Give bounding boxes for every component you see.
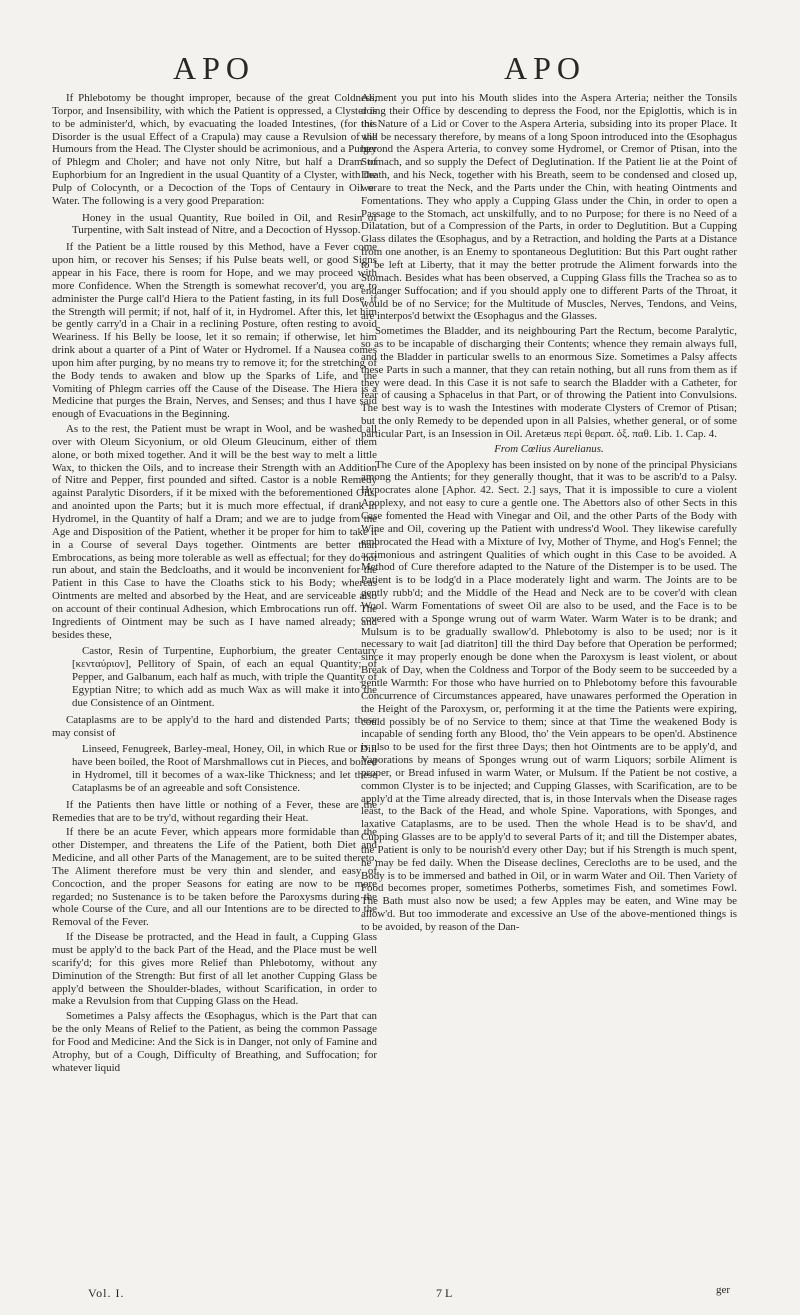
paragraph: Sometimes a Palsy affects the Œsophagus, which is the Part that can be the only Means of Relief to the Patient, as being the common Passage for Food and Medicine: And the Sick is in Danger, not only of Famine and Atrophy, but of a Cough, Difficulty of Breathing, and Suffocation; for whatever liquid: [52, 1010, 377, 1074]
right-column: [361, 92, 737, 936]
paragraph: Sometimes the Bladder, and its neighbouring Part the Rectum, become Paralytic, so as to be incapable of discharging their Contents; whence they remain always full, and the Bladder in particular swells to an enormous Size. Sometimes a Palsy affects these Parts in such a manner, that they can retain nothing, but all runs from them as if they were dead. In this Case it is not safe to search the Bladder with a Catheter, for fear of causing a Sphacelus in that Part, or of throwing the Patient into Convulsions. The best way is to wash the Intestines with moderate Clysters of Cremor of Ptisan; but the only Remedy to be depended upon in all Palsies, whether general, or of some particular Part, is an Insession in Oil. Aretæus περὶ θεραπ. ὀξ. παθ. Lib. 1. Cap. 4.: [361, 325, 737, 440]
page-footer: [0, 1286, 800, 1306]
running-head-left: APO: [173, 50, 256, 86]
signature-mark: 7 L: [436, 1286, 453, 1300]
volume-label: Vol. I.: [88, 1286, 125, 1300]
left-column: [52, 92, 377, 1076]
paragraph: If Phlebotomy be thought improper, because of the great Coldness, Torpor, and Insensibility, with which the Patient is oppressed, a Clyster is to be administer'd, which, by evacuating the loaded Intestines, (for this Disorder is the usual Effect of a Crapula) may cause a Revulsion of the Humours from the Head. The Clyster should be acrimonious, and a Purger of Phlegm and Choler; and have not only Nitre, but half a Dram of Euphorbium for an Ingredient in the usual Quantity of a Clyster, with the Pulp of Colocynth, or a Decoction of the Tops of Centaury in Oil or Water. The following is a very good Preparation:: [52, 92, 377, 207]
paragraph: The Cure of the Apoplexy has been insisted on by none of the principal Physicians among the Antients; for they generally thought, that it was to be ascrib'd to a Palsy. Hypocrates alone [Aphor. 42. Sect. 2.] says, That it is impossible to cure a violent Apoplexy, and not easy to cure a gentle one. The Abettors also of other Sects in this Case fomented the Head with Vinegar and Oil, and the other Parts of the Body with Wine and Oil, covering up the Patient with undress'd Wool. They likewise carefully embrocated the Head with a Mixture of Ivy, Mother of Thyme, and Hog's Fennel; the acrimonious and astringent Qualities of which ought in this Case to be avoided. A Method of Cure therefore adapted to the Nature of the Distemper is to be used. The Patient is to be lodg'd in a Place moderately light and warm. The Joints are to be gently rubb'd; and the Middle of the Head and Neck are to be cover'd with clean Wool. Warm Fomentations of sweet Oil are also to be used, and the Face is to be covered with a Sponge wrung out of warm Water. Warm Water is to be drank; and Mulsum is to be gradually swallow'd. Phlebotomy is also to be used; nor is it necessary to wait [ad diatriton] till the third Day before that Operation be performed; since it may properly enough be done when the Paroxysm is least violent, or about Break of Day, when the Coldness and Torpor of the Body seem to be succeeded by a gentle Warmth: For those who have hurried on to Phlebotomy before this favourable Concurrence of Circumstances appeared, have unawares performed the Operation in the Height of the Paroxysm, or, performing it at the time the Patients were expiring, could possibly be of no Service to them; since at that Time the weakened Body is incapable of sending forth any Blood, tho' the Vein appears to be open'd. Abstinence is also to be used for the first three Days; then hot Ointments are to be apply'd, and Vaporations by means of Sponges wrung out of warm Liquors; sorbile Aliment is proper, or Bread infused in warm Water, or Mulsum. If the Patient be not costive, a common Clyster is to be injected; and Cupping Glasses, with Scarification, are to be apply'd at the Time already directed, that is, in those Intervals when the Disease rages least, to the Back of the Head, and whole Spine. Vaporations, with Sponges, and laxative Cataplasms, are to be used. Then the whole Head is to be shav'd, and Cupping Glasses are to be apply'd to several Parts of it; and till the Distemper abates, the Patient is only to be nourish'd every other Day; but if his Strength is much spent, he may be fed daily. When the Disease declines, Cerecloths are to be used, and the Body is to be immersed and bathed in Oil, or in warm Water and Oil. Then Variety of Food becomes proper, sometimes Potherbs, sometimes Fish, and sometimes Fowl. The Bath must also now be used; a few Apples may be eaten, and Wine may be allow'd. But too immoderate and excessive an Use of the above-mentioned things is to be avoided, by reason of the Dan-: [361, 458, 737, 933]
catchword: ger: [716, 1284, 731, 1296]
paragraph: If the Patients then have little or nothing of a Fever, these are the Remedies that are to be try'd, without regarding their Heat.: [52, 798, 377, 824]
formula: Linseed, Fenugreek, Barley-meal, Honey, Oil, in which Rue or Dill have been boiled, the Root of Marshmallows cut in Pieces, and boiled in Hydromel, till it becomes of a wax-like Thickness; and let these Cataplasms be of an agreeable and soft Consistence.: [72, 743, 377, 794]
running-head-right: APO: [504, 50, 587, 86]
formula: Honey in the usual Quantity, Rue boiled in Oil, and Resin of Turpentine, with Salt instead of Nitre, and a Decoction of Hyssop.: [72, 211, 377, 237]
paragraph: If the Patient be a little roused by this Method, have a Fever come upon him, or recover his Senses; if his Pulse beats well, or good Signs appear in his Face, there is room for Hope, and we may proceed with more Confidence. When the Strength is somewhat recover'd, you are to administer the Purge call'd Hiera to the Patient fasting, in its full Dose, if the Strength will permit; if not, half of it, in Hydromel. After this, let him be gently carry'd in a Chair in a reclining Posture, often resting to avoid Weariness. If his Belly be loose, let it so remain; if otherwise, let him drink about a quarter of a Pint of Water or Hydromel. If a Nausea comes upon him after purging, by no means try to remove it; for the stretching of the Body tends to awaken and blow up the Sparks of Life, and the Vomiting of Phlegm carries off the Cause of the Disease. The Hiera is a Medicine that purges the Brain, Nerves, and Senses; and thus I have said enough of Evacuations in the Beginning.: [52, 241, 377, 421]
paragraph: If there be an acute Fever, which appears more formidable than the other Distemper, and threatens the Life of the Patient, both Diet and Medicine, and all other Parts of the Management, are to be suited thereto. The Aliment therefore must be very thin and slender, and easy of Concoction, and the proper Seasons for eating are now to be more regarded; no Sustenance is to be taken before the Paroxysms during the whole Course of the Cure, and all our Intentions are to be directed to the Removal of the Fever.: [52, 826, 377, 929]
paragraph: Aliment you put into his Mouth slides into the Aspera Arteria; neither the Tonsils doing their Office by descending to depress the Food, nor the Epiglottis, which is in the Nature of a Lid or Cover to the Aspera Arteria, subsiding into its proper Place. It will be necessary therefore, by means of a long Spoon introduced into the Œsophagus beyond the Aspera Arteria, to convey some Hydromel, or Cremor of Ptisan, into the Stomach, and so supply the Defect of Deglutination. If the Patient lie at the Point of Death, and his Neck, together with his Breath, seem to be condensed and closed up, we are to treat the Neck, and the Parts under the Chin, with heating Ointments and Fomentations. They who apply a Cupping Glass under the Chin, in order to open a Passage to the Stomach, act unskilfully, and to no Purpose; for there is no Need of a Dilatation, but of a Compression of the Parts, in order to Deglutition. But a Cupping Glass dilates the Œsophagus, and by a Retraction, and holding the Parts at a Distance from one another, is an Enemy to spontaneous Deglutition: But this Part ought rather to be left at Liberty, that it may the better protrude the Aliment forwards into the Stomach. Besides what has been observed, a Cupping Glass fills the Trachea so as to endanger Suffocation; and if you should apply one to different Parts of the Throat, it would be of no Service; for the Multitude of Muscles, Nerves, Tendons, and Veins, are interpos'd betwixt the Œsophagus and the Glasses.: [361, 92, 737, 323]
paragraph: As to the rest, the Patient must be wrapt in Wool, and be washed all over with Oleum Sicyonium, or old Oleum Gleucinum, either of them alone, or both mixed together. And it will be the best way to melt a little Wax, to thicken the Oils, and to increase their Strength with an Addition of Nitre and Pepper, first pounded and sifted. Castor is a noble Remedy against Paralytic Disorders, if it be mixed with the beforementioned Oils, and anointed upon the Parts; but it is much more effectual, if drank in Hydromel, in the Quantity of half a Dram; and we are to judge from the Age and Disposition of the Patient, whether it be proper for him to take it in a Course of several Days together. Ointments are better than Embrocations, as being more tolerable as well as effectual; for they do not run about, and stain the Bedcloaths, and it would be inconvenient for the Patient in this Case to have the Cloaths stick to his Body; whereas Ointments are melted and absorbed by the Heat, and are serviceable also on account of their continual Adhesion, which Embrocations run off. The Ingredients of Ointment may be such as I have named already; and besides these,: [52, 423, 377, 641]
paragraph: If the Disease be protracted, and the Head in fault, a Cupping Glass must be apply'd to the back Part of the Head, and the Place must be well scarify'd; for this gives more Relief than Phlebotomy, without any Diminution of the Strength: But first of all let another Cupping Glass be apply'd between the Shoulder-blades, without Scarification, in order to make a Revulsion from that Cupping Glass on the Head.: [52, 931, 377, 1008]
formula: Castor, Resin of Turpentine, Euphorbium, the greater Centaury [κενταύριον], Pellitory of Spain, of each an equal Quantity; of Pepper, and Galbanum, each half as much, with triple the Quantity of Egyptian Nitre; to which add as much Wax as will make it into the due Consistence of an Ointment.: [72, 645, 377, 709]
paragraph: Cataplasms are to be apply'd to the hard and distended Parts; these may consist of: [52, 713, 377, 739]
section-heading: From Cœlius Aurelianus.: [494, 442, 604, 455]
running-head: [28, 50, 772, 92]
